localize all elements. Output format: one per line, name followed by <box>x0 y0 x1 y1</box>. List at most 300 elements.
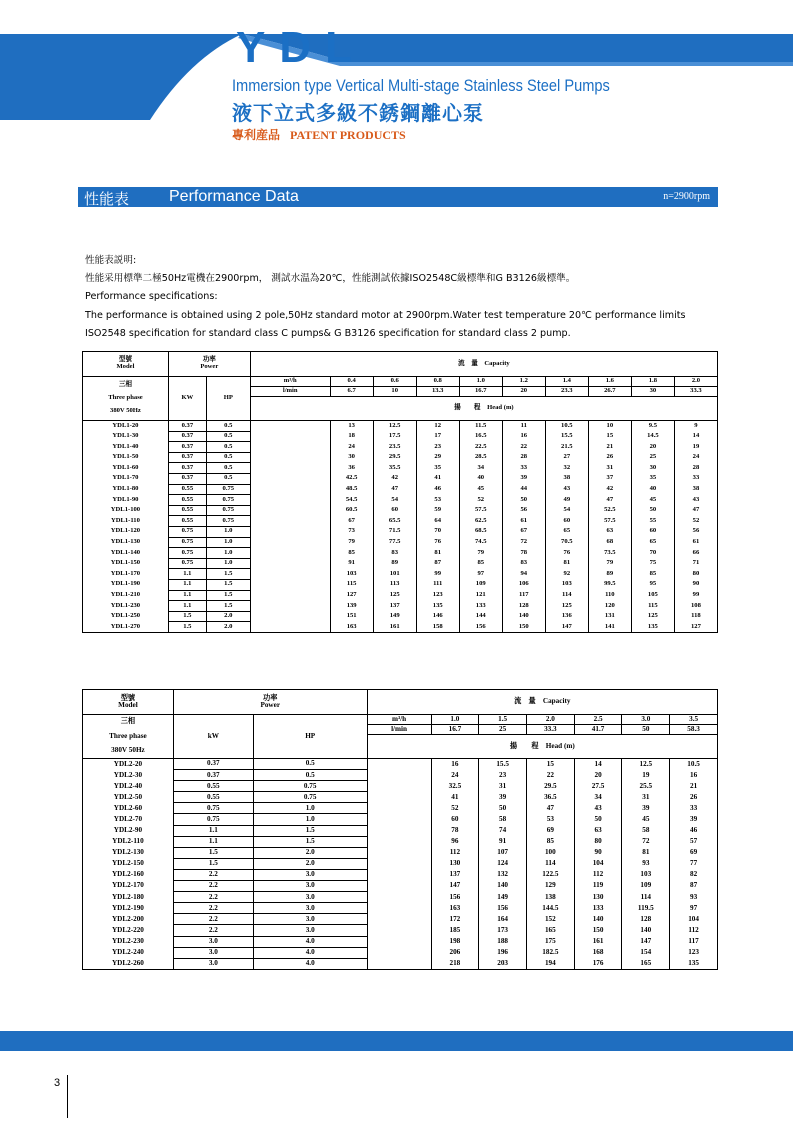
head-cell: 112 <box>670 925 718 936</box>
performance-description <box>85 252 725 343</box>
head-cell: 161 <box>373 622 416 633</box>
head-cell: 32.5 <box>431 781 479 792</box>
head-cell: 105 <box>631 590 674 601</box>
model-cell: YDL1-120 <box>83 526 169 537</box>
performance-table-ydl1 <box>82 351 718 633</box>
head-cell: 111 <box>416 579 459 590</box>
flow-lmin: 26.7 <box>588 387 631 397</box>
power-cell: 0.75 <box>206 505 250 516</box>
head-cell: 21 <box>588 442 631 453</box>
desc-line: 性能采用標準二極50Hz電機在2900rpm， 測試水温為20℃，性能測試依據ISO2548C級標準和G B3126級標準。 <box>85 273 576 285</box>
power-cell: 1.0 <box>206 548 250 559</box>
header-phase: 三相 Three phase 380V 50Hz <box>83 715 174 759</box>
model-cell: YDL1-30 <box>83 431 169 442</box>
head-cell: 16.5 <box>459 431 502 442</box>
head-cell: 103 <box>545 579 588 590</box>
blank-cell <box>250 569 330 580</box>
head-cell: 113 <box>373 579 416 590</box>
head-cell: 164 <box>479 914 527 925</box>
table-row <box>83 442 718 453</box>
head-cell: 125 <box>631 611 674 622</box>
head-cell: 163 <box>431 903 479 914</box>
head-cell: 218 <box>431 958 479 969</box>
power-cell: 1.5 <box>253 836 367 847</box>
head-cell: 19 <box>674 442 717 453</box>
head-cell: 140 <box>622 925 670 936</box>
head-cell: 28 <box>674 463 717 474</box>
power-cell: 0.55 <box>173 781 253 792</box>
model-cell: YDL1-110 <box>83 516 169 527</box>
model-cell: YDL1-70 <box>83 473 169 484</box>
head-cell: 42 <box>373 473 416 484</box>
head-cell: 85 <box>631 569 674 580</box>
model-cell: YDL1-140 <box>83 548 169 559</box>
head-cell: 114 <box>622 892 670 903</box>
blank-cell <box>367 958 431 969</box>
head-cell: 123 <box>670 947 718 958</box>
head-cell: 93 <box>622 858 670 869</box>
flow-m3h: 3.0 <box>622 715 670 725</box>
head-cell: 137 <box>373 601 416 612</box>
head-cell: 69 <box>526 825 574 836</box>
head-cell: 12.5 <box>373 421 416 432</box>
table-row <box>83 579 718 590</box>
blank-cell <box>367 781 431 792</box>
head-cell: 15.5 <box>545 431 588 442</box>
table-row <box>83 947 718 958</box>
header-m3h: m³/h <box>367 715 431 725</box>
flow-lmin: 23.3 <box>545 387 588 397</box>
power-cell: 3.0 <box>253 925 367 936</box>
head-cell: 95 <box>631 579 674 590</box>
power-cell: 3.0 <box>253 892 367 903</box>
flow-m3h: 0.8 <box>416 377 459 387</box>
head-cell: 16 <box>431 759 479 770</box>
head-cell: 150 <box>502 622 545 633</box>
head-cell: 103 <box>330 569 373 580</box>
head-cell: 27.5 <box>574 781 622 792</box>
blank-cell <box>367 792 431 803</box>
model-cell: YDL2-220 <box>83 925 174 936</box>
head-cell: 158 <box>416 622 459 633</box>
power-cell: 0.37 <box>168 473 206 484</box>
model-cell: YDL1-130 <box>83 537 169 548</box>
head-cell: 74 <box>479 825 527 836</box>
blank-cell <box>250 601 330 612</box>
head-cell: 72 <box>502 537 545 548</box>
power-cell: 0.75 <box>206 516 250 527</box>
blank-cell <box>367 803 431 814</box>
blank-cell <box>250 452 330 463</box>
power-cell: 0.5 <box>253 759 367 770</box>
head-cell: 56 <box>674 526 717 537</box>
head-cell: 18 <box>330 431 373 442</box>
model-cell: YDL2-170 <box>83 881 174 892</box>
head-cell: 91 <box>479 836 527 847</box>
table-row <box>83 770 718 781</box>
power-cell: 1.5 <box>206 590 250 601</box>
power-cell: 2.2 <box>173 914 253 925</box>
head-cell: 128 <box>622 914 670 925</box>
head-cell: 115 <box>330 579 373 590</box>
power-cell: 3.0 <box>253 881 367 892</box>
power-cell: 0.37 <box>168 442 206 453</box>
table-row <box>83 452 718 463</box>
head-cell: 124 <box>479 858 527 869</box>
table-row <box>83 914 718 925</box>
head-cell: 139 <box>330 601 373 612</box>
power-cell: 1.5 <box>168 622 206 633</box>
model-cell: YDL2-150 <box>83 858 174 869</box>
header-kw: KW <box>168 377 206 421</box>
head-cell: 9 <box>674 421 717 432</box>
table-row <box>83 892 718 903</box>
blank-cell <box>367 869 431 880</box>
header-model: 型號 Model <box>83 690 174 715</box>
flow-m3h: 0.4 <box>330 377 373 387</box>
power-cell: 2.2 <box>173 925 253 936</box>
head-cell: 132 <box>479 869 527 880</box>
desc-line: The performance is obtained using 2 pole,50Hz standard motor at 2900rpm.Water test temperature 20℃ performance limits <box>85 309 686 321</box>
table-row <box>83 858 718 869</box>
head-cell: 130 <box>574 892 622 903</box>
head-cell: 17 <box>416 431 459 442</box>
head-cell: 34 <box>574 792 622 803</box>
head-cell: 44 <box>502 484 545 495</box>
head-cell: 52.5 <box>588 505 631 516</box>
power-cell: 3.0 <box>253 903 367 914</box>
head-cell: 147 <box>622 936 670 947</box>
flow-lmin: 41.7 <box>574 725 622 735</box>
power-cell: 0.75 <box>168 558 206 569</box>
model-cell: YDL1-20 <box>83 421 169 432</box>
head-cell: 101 <box>373 569 416 580</box>
blank-cell <box>250 548 330 559</box>
flow-lmin: 16.7 <box>431 725 479 735</box>
blank-cell <box>250 611 330 622</box>
head-cell: 104 <box>574 858 622 869</box>
patent-en: PATENT PRODUCTS <box>290 128 406 142</box>
model-cell: YDL1-150 <box>83 558 169 569</box>
power-cell: 0.75 <box>173 803 253 814</box>
head-cell: 39 <box>622 803 670 814</box>
table-row <box>83 463 718 474</box>
page-number: 3 <box>54 1077 61 1089</box>
head-cell: 122.5 <box>526 869 574 880</box>
table-row <box>83 803 718 814</box>
model-cell: YDL2-70 <box>83 814 174 825</box>
head-cell: 36 <box>330 463 373 474</box>
head-cell: 79 <box>588 558 631 569</box>
head-cell: 24 <box>330 442 373 453</box>
head-cell: 92 <box>545 569 588 580</box>
head-cell: 112 <box>431 847 479 858</box>
blank-cell <box>367 836 431 847</box>
head-cell: 152 <box>526 914 574 925</box>
power-cell: 4.0 <box>253 947 367 958</box>
table-row <box>83 936 718 947</box>
head-cell: 54 <box>373 495 416 506</box>
head-cell: 81 <box>545 558 588 569</box>
head-cell: 75 <box>631 558 674 569</box>
model-cell: YDL2-130 <box>83 847 174 858</box>
head-cell: 185 <box>431 925 479 936</box>
head-cell: 149 <box>479 892 527 903</box>
head-cell: 45 <box>622 814 670 825</box>
head-cell: 45 <box>459 484 502 495</box>
blank-cell <box>367 947 431 958</box>
power-cell: 0.5 <box>206 473 250 484</box>
head-cell: 54 <box>545 505 588 516</box>
model-cell: YDL1-190 <box>83 579 169 590</box>
head-cell: 47 <box>373 484 416 495</box>
head-cell: 35.5 <box>373 463 416 474</box>
head-cell: 70 <box>416 526 459 537</box>
power-cell: 1.1 <box>168 579 206 590</box>
head-cell: 62.5 <box>459 516 502 527</box>
table-row <box>83 759 718 770</box>
head-cell: 57.5 <box>588 516 631 527</box>
head-cell: 109 <box>622 881 670 892</box>
head-cell: 103 <box>622 869 670 880</box>
power-cell: 1.5 <box>206 569 250 580</box>
flow-m3h: 1.0 <box>431 715 479 725</box>
head-cell: 156 <box>459 622 502 633</box>
table-row <box>83 495 718 506</box>
blank-cell <box>367 814 431 825</box>
head-cell: 117 <box>502 590 545 601</box>
head-cell: 65.5 <box>373 516 416 527</box>
head-cell: 9.5 <box>631 421 674 432</box>
table-row <box>83 847 718 858</box>
head-cell: 23 <box>479 770 527 781</box>
power-cell: 0.5 <box>206 452 250 463</box>
flow-lmin: 10 <box>373 387 416 397</box>
power-cell: 0.75 <box>253 792 367 803</box>
table-row <box>83 421 718 432</box>
head-cell: 119.5 <box>622 903 670 914</box>
header-hp: HP <box>253 715 367 759</box>
power-cell: 0.55 <box>168 484 206 495</box>
head-cell: 17.5 <box>373 431 416 442</box>
table-row <box>83 836 718 847</box>
head-cell: 72 <box>622 836 670 847</box>
power-cell: 0.37 <box>168 421 206 432</box>
header-power: 功率 Power <box>168 352 250 377</box>
head-cell: 151 <box>330 611 373 622</box>
head-cell: 60.5 <box>330 505 373 516</box>
power-cell: 0.75 <box>168 537 206 548</box>
head-cell: 85 <box>330 548 373 559</box>
head-cell: 156 <box>479 903 527 914</box>
head-cell: 46 <box>670 825 718 836</box>
head-cell: 69 <box>670 847 718 858</box>
power-cell: 4.0 <box>253 936 367 947</box>
head-cell: 144 <box>459 611 502 622</box>
head-cell: 173 <box>479 925 527 936</box>
head-cell: 89 <box>373 558 416 569</box>
head-cell: 36.5 <box>526 792 574 803</box>
power-cell: 1.5 <box>168 611 206 622</box>
head-cell: 80 <box>674 569 717 580</box>
head-cell: 52 <box>459 495 502 506</box>
head-cell: 104 <box>670 914 718 925</box>
head-cell: 19 <box>622 770 670 781</box>
head-cell: 39 <box>502 473 545 484</box>
table-row <box>83 484 718 495</box>
head-cell: 87 <box>670 881 718 892</box>
head-cell: 83 <box>502 558 545 569</box>
table-row <box>83 792 718 803</box>
head-cell: 22.5 <box>459 442 502 453</box>
flow-m3h: 1.0 <box>459 377 502 387</box>
model-cell: YDL1-250 <box>83 611 169 622</box>
head-cell: 43 <box>674 495 717 506</box>
header-head: 揚 程 Head (m) <box>250 397 717 421</box>
head-cell: 117 <box>670 936 718 947</box>
head-cell: 33 <box>670 803 718 814</box>
head-cell: 115 <box>631 601 674 612</box>
header-model: 型號 Model <box>83 352 169 377</box>
head-cell: 61 <box>674 537 717 548</box>
head-cell: 194 <box>526 958 574 969</box>
head-cell: 25.5 <box>622 781 670 792</box>
head-cell: 78 <box>431 825 479 836</box>
power-cell: 1.5 <box>206 601 250 612</box>
model-cell: YDL2-180 <box>83 892 174 903</box>
power-cell: 2.0 <box>206 622 250 633</box>
head-cell: 175 <box>526 936 574 947</box>
power-cell: 0.37 <box>168 431 206 442</box>
blank-cell <box>250 558 330 569</box>
head-cell: 50 <box>631 505 674 516</box>
head-cell: 90 <box>574 847 622 858</box>
head-cell: 14 <box>674 431 717 442</box>
power-cell: 3.0 <box>253 914 367 925</box>
model-cell: YDL2-110 <box>83 836 174 847</box>
header-kw: kW <box>173 715 253 759</box>
head-cell: 10.5 <box>545 421 588 432</box>
head-cell: 67 <box>502 526 545 537</box>
table-row <box>83 590 718 601</box>
head-cell: 50 <box>502 495 545 506</box>
header-head: 揚 程 Head (m) <box>367 735 717 759</box>
head-cell: 31 <box>622 792 670 803</box>
head-cell: 79 <box>459 548 502 559</box>
head-cell: 60 <box>631 526 674 537</box>
head-cell: 28 <box>502 452 545 463</box>
head-cell: 47 <box>674 505 717 516</box>
power-cell: 2.0 <box>253 847 367 858</box>
table-row <box>83 548 718 559</box>
head-cell: 47 <box>588 495 631 506</box>
blank-cell <box>367 759 431 770</box>
head-cell: 119 <box>574 881 622 892</box>
power-cell: 0.75 <box>253 781 367 792</box>
head-cell: 22 <box>526 770 574 781</box>
head-cell: 74.5 <box>459 537 502 548</box>
head-cell: 47 <box>526 803 574 814</box>
head-cell: 76 <box>416 537 459 548</box>
table-row <box>83 516 718 527</box>
head-cell: 188 <box>479 936 527 947</box>
flow-lmin: 6.7 <box>330 387 373 397</box>
model-cell: YDL1-80 <box>83 484 169 495</box>
head-cell: 58 <box>479 814 527 825</box>
head-cell: 147 <box>431 881 479 892</box>
head-cell: 154 <box>622 947 670 958</box>
blank-cell <box>250 421 330 432</box>
head-cell: 66 <box>674 548 717 559</box>
head-cell: 35 <box>631 473 674 484</box>
head-cell: 77.5 <box>373 537 416 548</box>
head-cell: 147 <box>545 622 588 633</box>
head-cell: 133 <box>459 601 502 612</box>
head-cell: 140 <box>574 914 622 925</box>
power-cell: 0.55 <box>168 516 206 527</box>
head-cell: 26 <box>670 792 718 803</box>
table-row <box>83 473 718 484</box>
head-cell: 68.5 <box>459 526 502 537</box>
head-cell: 81 <box>622 847 670 858</box>
power-cell: 0.75 <box>168 548 206 559</box>
head-cell: 106 <box>502 579 545 590</box>
head-cell: 90 <box>674 579 717 590</box>
head-cell: 56 <box>502 505 545 516</box>
head-cell: 133 <box>574 903 622 914</box>
head-cell: 149 <box>373 611 416 622</box>
header-capacity: 流 量 Capacity <box>367 690 717 715</box>
head-cell: 31 <box>588 463 631 474</box>
head-cell: 79 <box>330 537 373 548</box>
head-cell: 14 <box>574 759 622 770</box>
head-cell: 49 <box>545 495 588 506</box>
power-cell: 0.75 <box>206 484 250 495</box>
head-cell: 80 <box>574 836 622 847</box>
head-cell: 11.5 <box>459 421 502 432</box>
power-cell: 1.5 <box>253 825 367 836</box>
power-cell: 1.0 <box>206 537 250 548</box>
flow-m3h: 1.6 <box>588 377 631 387</box>
head-cell: 60 <box>373 505 416 516</box>
head-cell: 176 <box>574 958 622 969</box>
power-cell: 1.1 <box>168 569 206 580</box>
head-cell: 203 <box>479 958 527 969</box>
head-cell: 24 <box>674 452 717 463</box>
header-m3h: m³/h <box>250 377 330 387</box>
power-cell: 0.5 <box>206 431 250 442</box>
head-cell: 172 <box>431 914 479 925</box>
head-cell: 65 <box>545 526 588 537</box>
head-cell: 52 <box>674 516 717 527</box>
blank-cell <box>250 537 330 548</box>
head-cell: 81 <box>416 548 459 559</box>
power-cell: 0.37 <box>173 759 253 770</box>
model-cell: YDL1-270 <box>83 622 169 633</box>
table-row <box>83 569 718 580</box>
head-cell: 38 <box>674 484 717 495</box>
head-cell: 112 <box>574 869 622 880</box>
power-cell: 3.0 <box>253 869 367 880</box>
blank-cell <box>250 442 330 453</box>
model-cell: YDL1-50 <box>83 452 169 463</box>
power-cell: 1.1 <box>173 836 253 847</box>
table-row <box>83 925 718 936</box>
blank-cell <box>367 847 431 858</box>
model-cell: YDL2-230 <box>83 936 174 947</box>
table-row <box>83 537 718 548</box>
power-cell: 1.5 <box>173 858 253 869</box>
